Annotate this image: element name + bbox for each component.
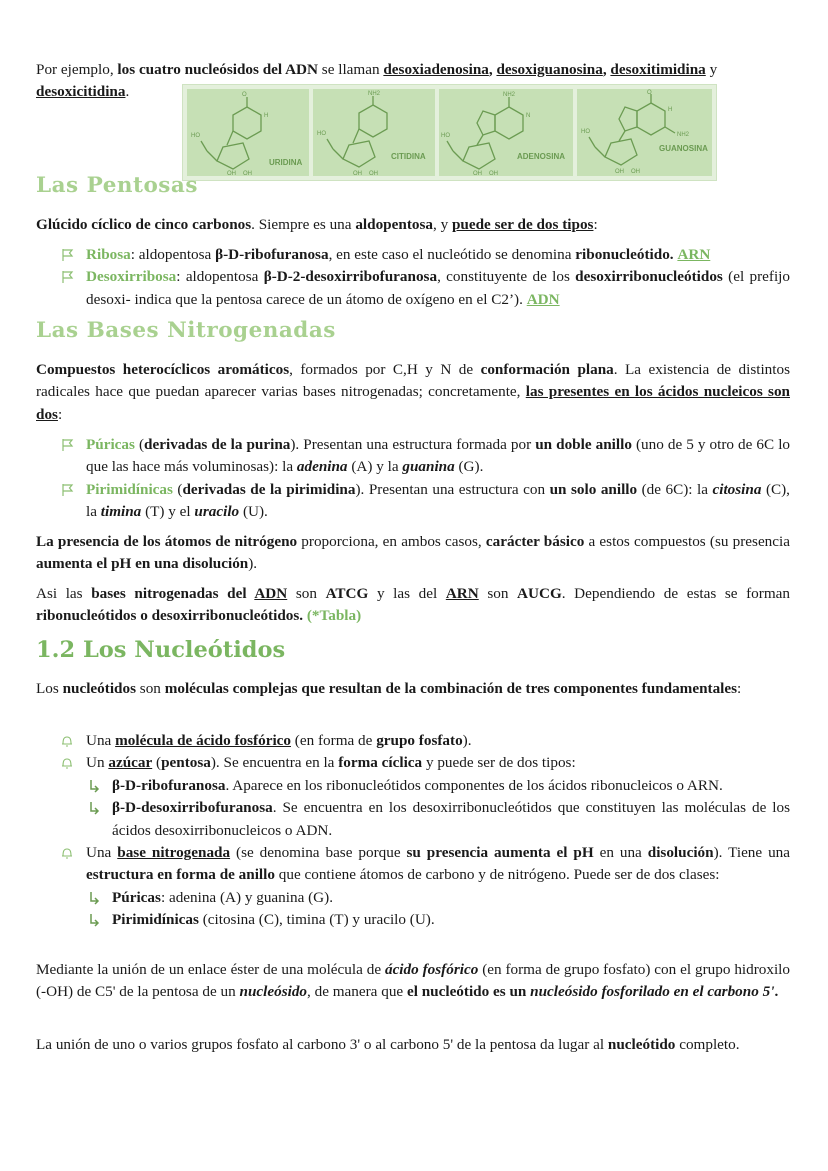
arrow-bullet-icon	[88, 801, 100, 815]
nucleoside-uridina	[187, 89, 309, 176]
section-title-nucleotidos: 1.2 Los Nucleótidos	[36, 637, 286, 663]
svg-text:NH2: NH2	[677, 132, 690, 138]
azucar-sublist	[86, 775, 790, 842]
arn-link[interactable]: ARN	[677, 246, 711, 263]
svg-text:OH: OH	[369, 171, 378, 176]
intro-paragraph: Por ejemplo, los cuatro nucleósidos del ADN se llaman desoxiadenosina, desoxiguanosina, desoxitimidina y desoxicitidina.	[36, 61, 718, 101]
section-title-pentosas: Las Pentosas	[36, 173, 198, 198]
bell-bullet-icon	[60, 756, 74, 770]
svg-text:CITIDINA: CITIDINA	[391, 152, 426, 161]
bell-bullet-icon	[60, 734, 74, 748]
fosfato-union-paragraph: La unión de uno o varios grupos fosfato al carbono 3' o al carbono 5' de la pentosa da lugar al nucleótido completo.	[36, 1036, 740, 1053]
svg-text:OH: OH	[473, 171, 482, 176]
svg-text:HO: HO	[191, 133, 200, 139]
svg-text:HO: HO	[581, 129, 590, 135]
bases-intro: Compuestos heterocíclicos aromáticos, formados por C,H y N de conformación plana. La existencia de distintos radicales hace que puedan aparecer varias bases nitrogenadas; concretamente, las presentes en los ácidos nucleicos son dos:	[36, 361, 790, 423]
svg-text:O: O	[647, 90, 652, 96]
nucleotidos-intro: Los nucleótidos son moléculas complejas que resultan de la combinación de tres componentes fundamentales:	[36, 680, 742, 697]
arrow-bullet-icon	[88, 891, 100, 905]
arrow-bullet-icon	[88, 779, 100, 793]
list-item-ribosa: Ribosa: aldopentosa β-D-ribofuranosa, en este caso el nucleótido se denomina ribonucleótido. ARN	[36, 244, 790, 266]
sublist-item-ribofuranosa: β-D-ribofuranosa. Aparece en los ribonucleótidos componentes de los ácidos ribonucleicos o ARN.	[86, 775, 790, 797]
svg-text:OH: OH	[489, 171, 498, 176]
svg-text:NH2: NH2	[503, 92, 516, 98]
svg-text:ADENOSINA: ADENOSINA	[517, 152, 566, 161]
list-item-azucar: Un azúcar (pentosa). Se encuentra en la forma cíclica y puede ser de dos tipos: β-D-ribofuranosa. Aparece en los ribonucleótidos componentes de los ácidos ribonucleicos o ARN. β-D-desoxirribofuranosa. Se encuentra en los desoxirribonucleótidos que constituyen las moléculas de los ácidos desoxirribonucleicos o ADN.	[36, 752, 790, 842]
svg-text:HO: HO	[317, 131, 326, 137]
nucleoside-guanosina	[577, 89, 712, 176]
flag-bullet-icon	[61, 483, 75, 497]
list-item-desoxirribosa: Desoxirribosa: aldopentosa β-D-2-desoxirribofuranosa, constituyente de los desoxirribonucleótidos (el prefijo desoxi- indica que la pentosa carece de un átomo de oxígeno en el C2’). ADN	[36, 266, 790, 311]
list-item-pirimidinicas: Pirimidínicas (derivadas de la pirimidina). Presentan una estructura con un solo anillo (de 6C): la citosina (C), la timina (T) y el uracilo (U).	[36, 479, 790, 524]
svg-text:H: H	[668, 107, 673, 113]
bell-bullet-icon	[60, 846, 74, 860]
svg-text:N: N	[526, 113, 531, 119]
flag-bullet-icon	[61, 270, 75, 284]
nucleotidos-components-list	[36, 730, 790, 932]
flag-bullet-icon	[61, 438, 75, 452]
svg-text:GUANOSINA: GUANOSINA	[659, 144, 708, 153]
svg-text:NH2: NH2	[368, 91, 381, 97]
svg-text:O: O	[242, 92, 247, 98]
bases-list	[36, 434, 790, 524]
bases-nitrogen-paragraph: La presencia de los átomos de nitrógeno proporciona, en ambos casos, carácter básico a estos compuestos (su presencia aumenta el pH en una disolución).	[36, 533, 790, 573]
nucleoside-structures-figure	[182, 84, 717, 181]
svg-text:H: H	[264, 113, 269, 119]
svg-text:OH: OH	[243, 171, 252, 176]
list-item-acido-fosforico: Una molécula de ácido fosfórico (en forma de grupo fosfato).	[36, 730, 790, 752]
pentosas-intro: Glúcido cíclico de cinco carbonos. Siempre es una aldopentosa, y puede ser de dos tipos:	[36, 216, 598, 233]
svg-text:OH: OH	[615, 169, 624, 175]
svg-text:OH: OH	[227, 171, 236, 176]
section-title-bases: Las Bases Nitrogenadas	[36, 318, 336, 343]
sublist-item-desoxirribofuranosa: β-D-desoxirribofuranosa. Se encuentra en los desoxirribonucleótidos que constituyen las moléculas de los ácidos desoxirribonucleicos o ADN.	[86, 797, 790, 842]
pentosas-list	[36, 244, 790, 311]
svg-text:HO: HO	[441, 133, 450, 139]
svg-text:OH: OH	[353, 171, 362, 176]
enlace-ester-paragraph: Mediante la unión de un enlace éster de una molécula de ácido fosfórico (en forma de grupo fosfato) con el grupo hidroxilo (-OH) de C5' de la pentosa de un nucleósido, de manera que el nucleótido es un nucleósido fosforilado en el carbono 5'.	[36, 961, 790, 1001]
list-item-base-nitrogenada: Una base nitrogenada (se denomina base porque su presencia aumenta el pH en una disolución). Tiene una estructura en forma de anillo que contiene átomos de carbono y de nitrógeno. Puede ser de dos clases: Púricas: adenina (A) y guanina (G). Pirimidínicas (citosina (C), timina (T) y uracilo (U).	[36, 842, 790, 932]
sublist-item-puricas: Púricas: adenina (A) y guanina (G).	[86, 887, 790, 909]
flag-bullet-icon	[61, 248, 75, 262]
adn-link[interactable]: ADN	[526, 290, 560, 308]
svg-text:OH: OH	[631, 169, 640, 175]
sublist-item-pirimidinicas: Pirimidínicas (citosina (C), timina (T) y uracilo (U).	[86, 909, 790, 931]
tabla-reference[interactable]: (*Tabla)	[306, 607, 362, 625]
svg-text:URIDINA: URIDINA	[269, 158, 303, 167]
bases-adn-arn-paragraph: Asi las bases nitrogenadas del ADN son ATCG y las del ARN son AUCG. Dependiendo de estas se forman ribonucleótidos o desoxirribonucleótidos. (*Tabla)	[36, 585, 790, 625]
list-item-puricas: Púricas (derivadas de la purina). Presentan una estructura formada por un doble anillo (uno de 5 y otro de 6C lo que las hace más voluminosas): la adenina (A) y la guanina (G).	[36, 434, 790, 479]
nucleoside-adenosina	[439, 89, 573, 176]
nucleoside-citidina	[313, 89, 435, 176]
base-sublist	[86, 887, 790, 932]
arrow-bullet-icon	[88, 913, 100, 927]
